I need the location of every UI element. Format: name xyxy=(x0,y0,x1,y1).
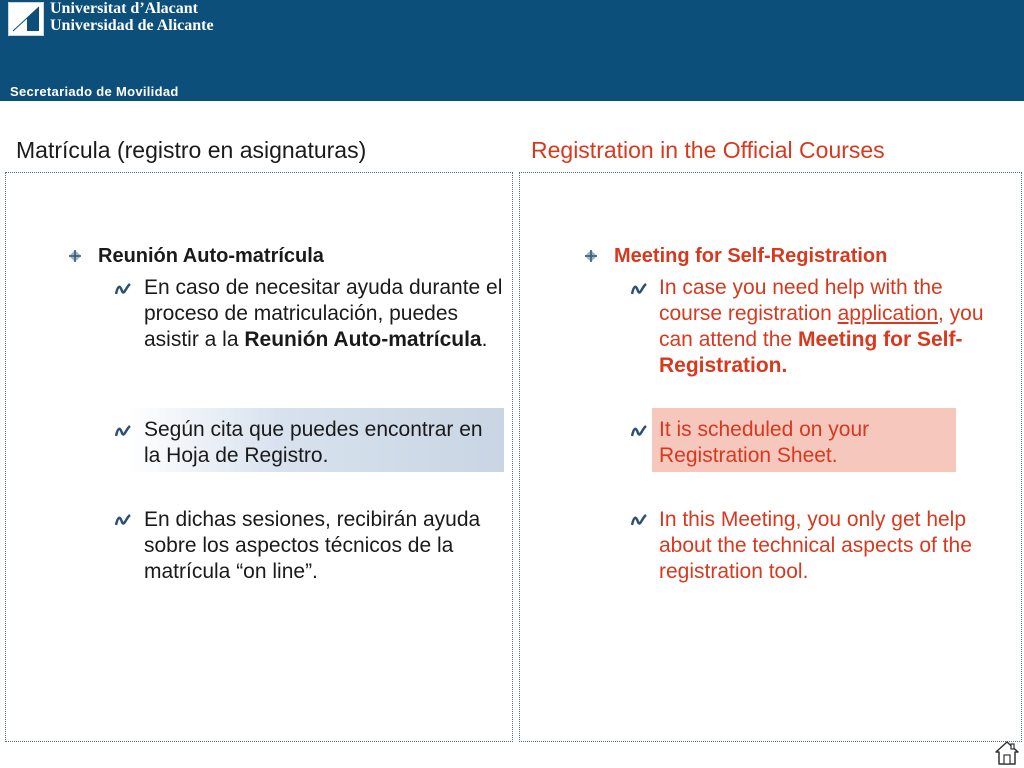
home-icon[interactable] xyxy=(994,740,1020,766)
spanish-item-1-end: . xyxy=(481,328,488,351)
spanish-item-1-text: En caso de necesitar ayuda durante el proceso de matriculación, puedes asistir a la xyxy=(144,276,503,351)
spanish-item-3: En dichas sesiones, recibirán ayuda sobre los aspectos técnicos de la matrícula “on line”. xyxy=(144,508,481,583)
header-banner xyxy=(0,0,1024,101)
spanish-heading: Reunión Auto-matrícula xyxy=(98,245,324,267)
diamond-bullet-icon xyxy=(69,250,81,262)
english-item-2: It is scheduled on your Registration Sheet. xyxy=(659,418,870,467)
wave-bullet-icon xyxy=(631,425,647,437)
english-item-1-text: In case you need help with the course registration xyxy=(659,276,943,325)
english-item-3: In this Meeting, you only get help about the technical aspects of the registration tool. xyxy=(659,508,972,583)
wave-bullet-icon xyxy=(115,283,131,295)
wave-bullet-icon xyxy=(631,514,647,526)
wave-bullet-icon xyxy=(115,514,131,526)
wave-bullet-icon xyxy=(115,425,131,437)
department-name: Secretariado de Movilidad xyxy=(10,84,179,99)
spanish-column-title: Matrícula (registro en asignaturas) xyxy=(16,137,367,163)
diamond-bullet-icon xyxy=(585,250,597,262)
spanish-item-2: Según cita que puedes encontrar en la Hoja de Registro. xyxy=(144,418,483,467)
university-name-valencian: Universitat d’Alacant xyxy=(50,0,198,17)
university-logo xyxy=(8,2,44,36)
english-item-1 xyxy=(659,275,1009,379)
university-name-spanish: Universidad de Alicante xyxy=(50,17,214,34)
english-column-title: Registration in the Official Courses xyxy=(531,137,885,163)
english-item-1-middle: , you can attend the xyxy=(659,302,984,351)
spanish-item-1-bold: Reunión Auto-matrícula xyxy=(244,328,482,351)
wave-bullet-icon xyxy=(631,283,647,295)
english-heading: Meeting for Self-Registration xyxy=(614,245,888,267)
english-item-1-bold: Meeting for Self-Registration. xyxy=(659,328,963,377)
spanish-item-1 xyxy=(144,275,504,353)
application-link[interactable]: application xyxy=(837,302,938,325)
